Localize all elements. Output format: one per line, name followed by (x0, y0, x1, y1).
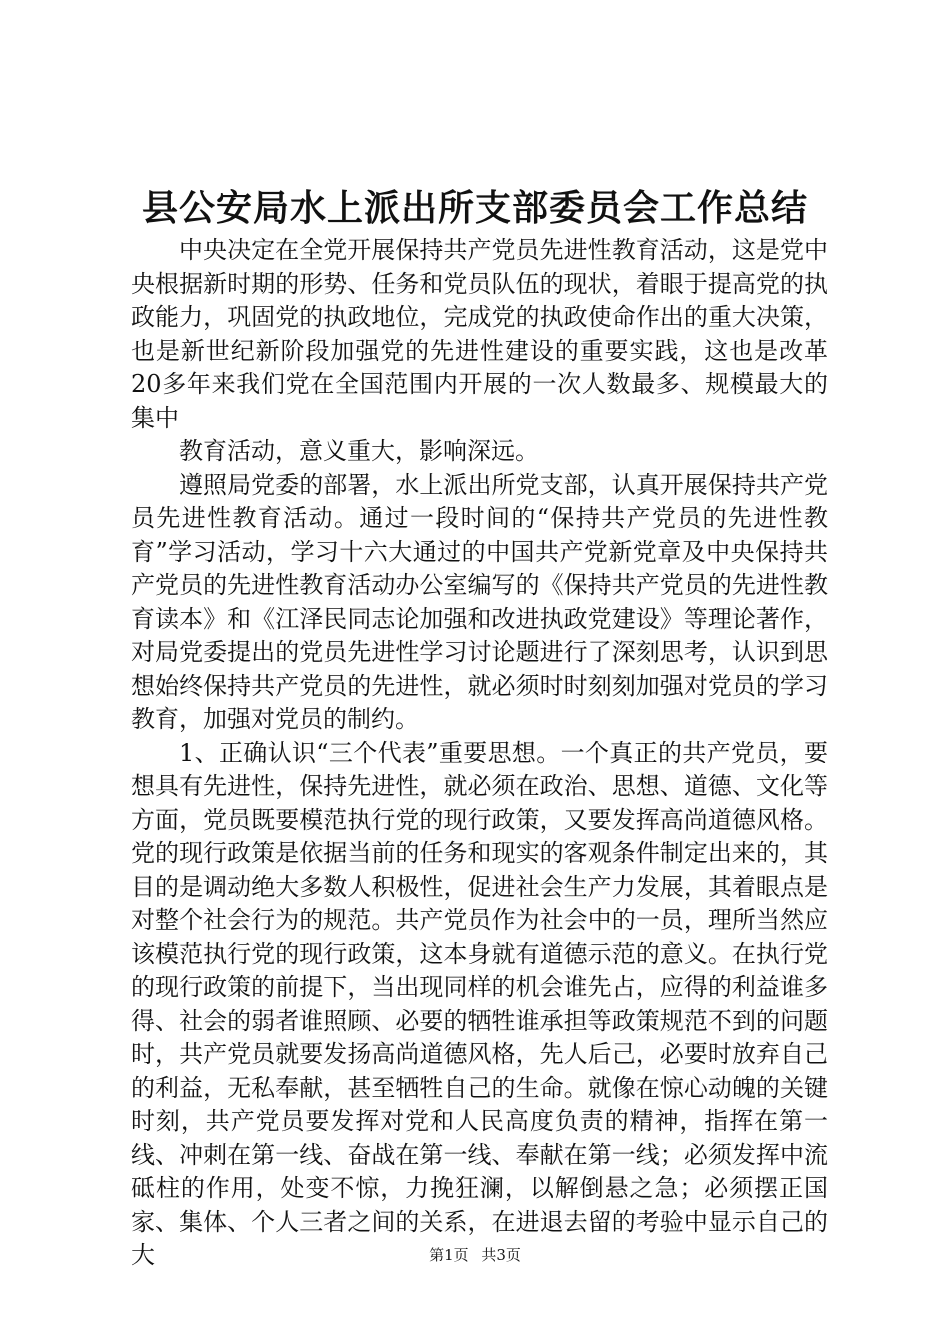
paragraph-intro-continued: 教育活动，意义重大，影响深远。 (179, 437, 539, 465)
page-number-current: 第1页 (429, 1246, 469, 1264)
paragraph-deployment: 遵照局党委的部署，水上派出所党支部，认真开展保持共产党员先进性教育活动。通过一段时间的“保持共产党员的先进性教育”学习活动，学习十六大通过的中国共产党新党章及中央保持共产党员的先进性教育活动办公室编写的《保持共产党员的先进性教育读本》和《江泽民同志论加强和改进执政党建设》等理论著作，对局党委提出的党员先进性学习讨论题进行了深刻思考，认识到思想始终保持共产党员的先进性，就必须时时刻刻加强对党员的学习教育，加强对党员的制约。 (131, 470, 828, 733)
document-body (131, 234, 828, 1273)
document-title: 县公安局水上派出所支部委员会工作总结 (141, 187, 808, 229)
page-footer (0, 1245, 950, 1265)
paragraph-intro: 中央决定在全党开展保持共产党员先进性教育活动，这是党中央根据新时期的形势、任务和党员队伍的现状，着眼于提高党的执政能力，巩固党的执政地位，完成党的执政使命作出的重大决策，也是新世纪新阶段加强党的先进性建设的重要实践，这也是改革20多年来我们党在全国范围内开展的一次人数最多、规模最大的集中 (131, 236, 828, 432)
paragraph-point-1: 1、正确认识“三个代表”重要思想。一个真正的共产党员，要想具有先进性，保持先进性，就必须在政治、思想、道德、文化等方面，党员既要模范执行党的现行政策，又要发挥高尚道德风格。党的现行政策是依据当前的任务和现实的客观条件制定出来的，其目的是调动绝大多数人积极性，促进社会生产力发展，其着眼点是对整个社会行为的规范。共产党员作为社会中的一员，理所当然应该模范执行党的现行政策，这本身就有道德示范的意义。在执行党的现行政策的前提下，当出现同样的机会谁先占，应得的利益谁多得、社会的弱者谁照顾、必要的牺牲谁承担等政策规范不到的问题时，共产党员就要发扬高尚道德风格，先人后己，必要时放弃自己的利益，无私奉献，甚至牺牲自己的生命。就像在惊心动魄的关键时刻，共产党员要发挥对党和人民高度负责的精神，指挥在第一线、冲刺在第一线、奋战在第一线、奉献在第一线；必须发挥中流砥柱的作用，处变不惊，力挽狂澜，以解倒悬之急；必须摆正国家、集体、个人三者之间的关系，在进退去留的考验中显示自己的大 (131, 738, 828, 1269)
page-number-total: 共3页 (481, 1246, 521, 1264)
